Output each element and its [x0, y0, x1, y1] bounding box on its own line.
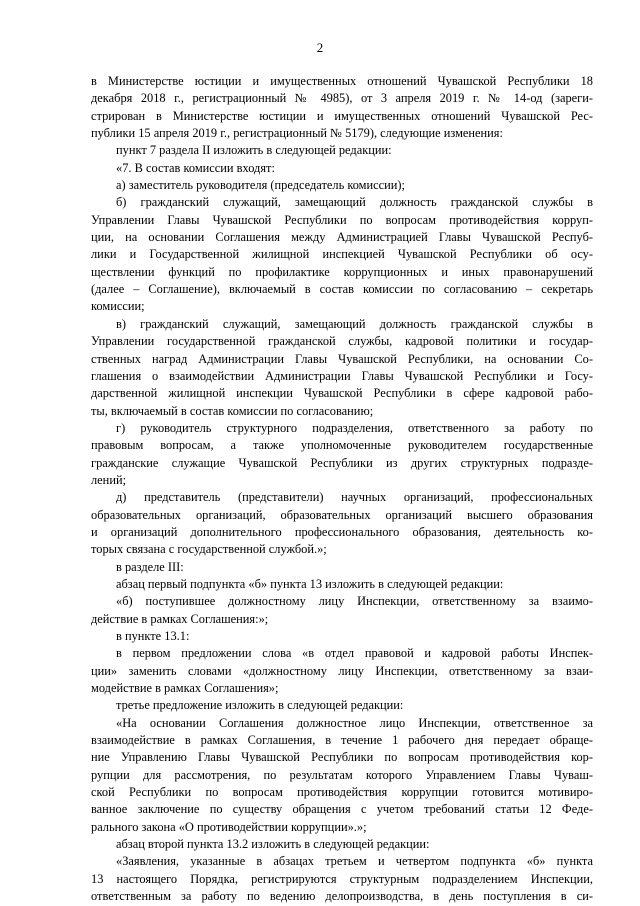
- text-line: Управлении государственной гражданской службы, кадровой политики и государ-: [91, 334, 593, 349]
- text-line: стрирован в Министерстве юстиции и имущественных отношений Чувашской Рес-: [91, 108, 593, 123]
- text-line: (далее – Соглашение), включаемый в состав комиссии по согласованию – секретарь: [91, 282, 593, 297]
- text-line: третье предложение изложить в следующей редакции:: [116, 698, 404, 713]
- text-line: лики и Государственной жилищной инспекцией Чувашской Республики об осу-: [91, 247, 593, 262]
- text-line: «7. В состав комиссии входят:: [116, 160, 275, 175]
- text-line: абзац второй пункта 13.2 изложить в следующей редакции:: [116, 837, 430, 852]
- text-line: в Министерстве юстиции и имущественных отношений Чувашской Республики 18: [91, 74, 593, 88]
- text-line: торых связана с государственной службой.»;: [91, 542, 327, 557]
- text-line: ответственным за работу по ведению делопроизводства, в день поступления в си-: [91, 889, 593, 904]
- document-body: [91, 73, 593, 906]
- text-line: г) руководитель структурного подразделения, ответственного за работу по: [116, 420, 593, 435]
- text-line: ственных наград Администрации Главы Чувашской Республики, на основании Со-: [91, 351, 593, 366]
- text-line: действие в рамках Соглашения:»;: [91, 611, 269, 626]
- text-line: в первом предложении слова «в отдел правовой и кадровой работы Инспек-: [116, 646, 593, 661]
- text-line: и организаций дополнительного профессионального образования, деятельность ко-: [91, 524, 593, 539]
- text-line: модействие в рамках Соглашения»;: [91, 681, 279, 696]
- text-line: образовательных организаций, образовательных организаций высшего образования: [91, 507, 593, 522]
- text-line: в разделе III:: [116, 559, 184, 574]
- text-line: «Заявления, указанные в абзацах третьем и четвертом подпункта «б» пункта: [116, 854, 593, 869]
- text-line: «б) поступившее должностному лицу Инспекции, ответственному за взаимо-: [116, 594, 593, 609]
- text-line: глашения о взаимодействии Администрации Главы Чувашской Республики и Госу-: [91, 368, 593, 383]
- text-line: абзац первый подпункта «б» пункта 13 изложить в следующей редакции:: [116, 576, 504, 591]
- text-line: дарственной жилищной инспекции Чувашской Республики в сфере кадровой рабо-: [91, 386, 593, 401]
- text-line: гражданские служащие Чувашской Республики из других структурных подразде-: [91, 455, 593, 470]
- text-line: в) гражданский служащий, замещающий должность гражданской службы в: [116, 316, 593, 331]
- text-line: пункт 7 раздела II изложить в следующей редакции:: [116, 143, 392, 158]
- text-line: ние Управлению Главы Чувашской Республики по вопросам противодействия кор-: [91, 750, 593, 765]
- text-line: «На основании Соглашения должностное лицо Инспекции, ответственное за: [116, 715, 593, 730]
- text-line: рального закона «О противодействии коррупции».»;: [91, 819, 367, 834]
- text-line: ции, на основании Соглашения между Администрацией Главы Чувашской Респуб-: [91, 230, 593, 245]
- text-line: комиссии;: [91, 299, 145, 314]
- text-line: д) представитель (представители) научных организаций, профессиональных: [116, 490, 593, 505]
- text-line: декабря 2018 г., регистрационный № 4985), от 3 апреля 2019 г. № 14-од (зареги-: [91, 91, 593, 106]
- text-line: б) гражданский служащий, замещающий должность гражданской службы в: [116, 195, 593, 210]
- text-line: взаимодействие в рамках Соглашения, в течение 1 рабочего дня передает обраще-: [91, 733, 593, 748]
- text-line: рупции для рассмотрения, по результатам которого Управлением Главы Чуваш-: [91, 767, 593, 782]
- text-line: Управлении Главы Чувашской Республики по вопросам противодействия корруп-: [91, 212, 593, 227]
- page-number: 2: [316, 40, 324, 55]
- text-line: ванное заключение по существу обращения с учетом требований статьи 12 Феде-: [91, 802, 593, 817]
- text-line: ществлении функций по профилактике коррупционных и иных правонарушений: [91, 264, 593, 279]
- text-line: 13 настоящего Порядка, регистрируются структурным подразделением Инспекции,: [91, 871, 593, 886]
- text-line: ты, включаемый в состав комиссии по согласованию;: [91, 403, 374, 418]
- text-line: лений;: [91, 472, 127, 487]
- text-line: ской Республики по вопросам противодействия коррупции готовится мотивиро-: [91, 785, 593, 800]
- text-line: а) заместитель руководителя (председатель комиссии);: [116, 178, 405, 193]
- text-line: ции» заменить словами «должностному лицу Инспекции, ответственному за взаи-: [91, 663, 593, 678]
- text-line: в пункте 13.1:: [116, 629, 190, 643]
- text-line: правовым вопросам, а также уполномоченные руководителем государственные: [91, 438, 593, 453]
- text-line: публики 15 апреля 2019 г., регистрационный № 5179), следующие изменения:: [91, 126, 503, 141]
